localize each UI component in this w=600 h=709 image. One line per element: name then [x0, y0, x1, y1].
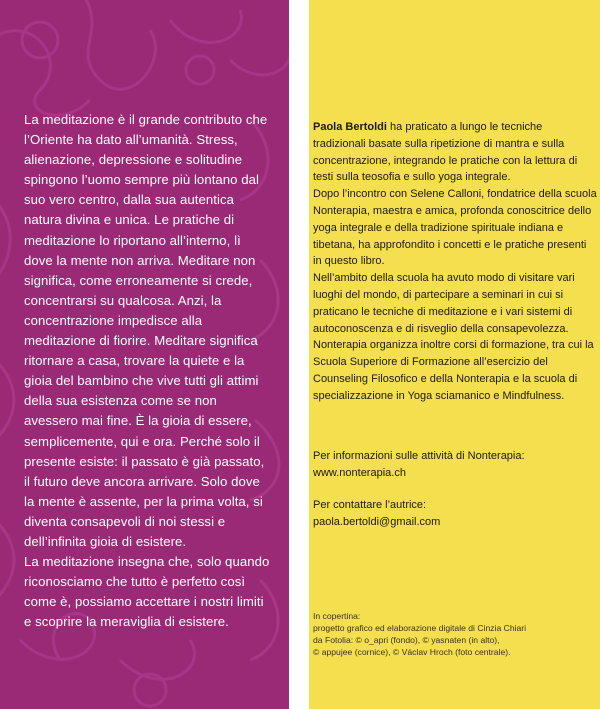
- cover-credits: [313, 610, 597, 658]
- author-bio: [313, 119, 597, 405]
- meditation-paragraph-1: La meditazione è il grande contributo che l’Oriente ha dato all’umanità. Stress, alienazione, depressione e solitudine spingono l’uomo sempre più lontano dal suo vero centro, dalla sua autentica natura divina e unica. Le pratiche di meditazione lo riportano all’interno, lì dove la mente non arriva. Meditare non significa, come erroneamente si crede, concentrarsi su qualcosa. Anzi, la concentrazione impedisce alla meditazione di fiorire. Meditare significa ritornare a casa, trovare la quiete e la gioia del bambino che vive tutti gli attimi della sua esistenza come se non avessero mai fine. È la gioia di essere, semplicemente, qui e ora. Perché solo il presente esiste: il passato è già passato, il futuro deve ancora arrivare. Solo dove la mente è assente, per la prima volta, si diventa consapevoli di noi stessi e dell’infinita gioia di esistere.: [24, 112, 268, 549]
- bio-intro: [313, 119, 597, 186]
- contact-email-link[interactable]: paola.bertoldi@gmail.com: [313, 515, 441, 528]
- credit-line: progetto grafico ed elaborazione digitale di Cinzia Chiari: [313, 623, 527, 633]
- bio-paragraph-3: Nonterapia organizza inoltre corsi di formazione, tra cui la Scuola Superiore di Formazione all’esercizio del Counseling Filosofico e della Nonterapia e la scuola di specializzazione in Yoga sciamanico e Mindfulness.: [313, 339, 594, 402]
- meditation-text: [24, 110, 272, 632]
- right-cover-panel: [309, 0, 600, 709]
- credit-line: In copertina:: [313, 611, 361, 621]
- bio-paragraph-2: Nell’ambito della scuola ha avuto modo di visitare vari luoghi del mondo, di partecipare a seminari in cui si praticano le tecniche di meditazione e i vari sistemi di autoconoscenza e di risveglio della consapevolezza.: [313, 272, 575, 335]
- contact-label: Per contattare l’autrice:: [313, 499, 427, 511]
- author-name: Paola Bertoldi: [313, 121, 387, 133]
- credit-line: © appujee (cornice), © Václav Hroch (foto centrale).: [313, 647, 511, 657]
- left-cover-panel: [0, 0, 289, 709]
- bio-paragraph-1: Dopo l’incontro con Selene Calloni, fondatrice della scuola Nonterapia, maestra e amica, profonda conoscitrice dello yoga integrale e della tradizione spirituale indiana e tibetana, ha approfondito i concetti e le pratiche presenti in questo libro.: [313, 188, 597, 268]
- center-gutter: [289, 0, 309, 709]
- bio-intro-text: ha praticato a lungo le tecniche tradizionali basate sulla ripetizione di mantra e sulla concentrazione, integrando le pratiche con la lettura di testi sulla teosofia e sullo yoga integrale.: [313, 121, 578, 184]
- info-url-link[interactable]: www.nonterapia.ch: [313, 466, 406, 479]
- info-label: Per informazioni sulle attività di Nonterapia:: [313, 450, 525, 462]
- credit-line: da Fotolia: © o_apri (fondo), © yasnaten (in alto),: [313, 635, 500, 645]
- info-block: [313, 448, 597, 482]
- meditation-paragraph-2: La meditazione insegna che, solo quando riconosciamo che tutto è perfetto così come è, possiamo accettare i nostri limiti e scoprire la meraviglia di esistere.: [24, 554, 270, 630]
- contact-block: [313, 497, 597, 531]
